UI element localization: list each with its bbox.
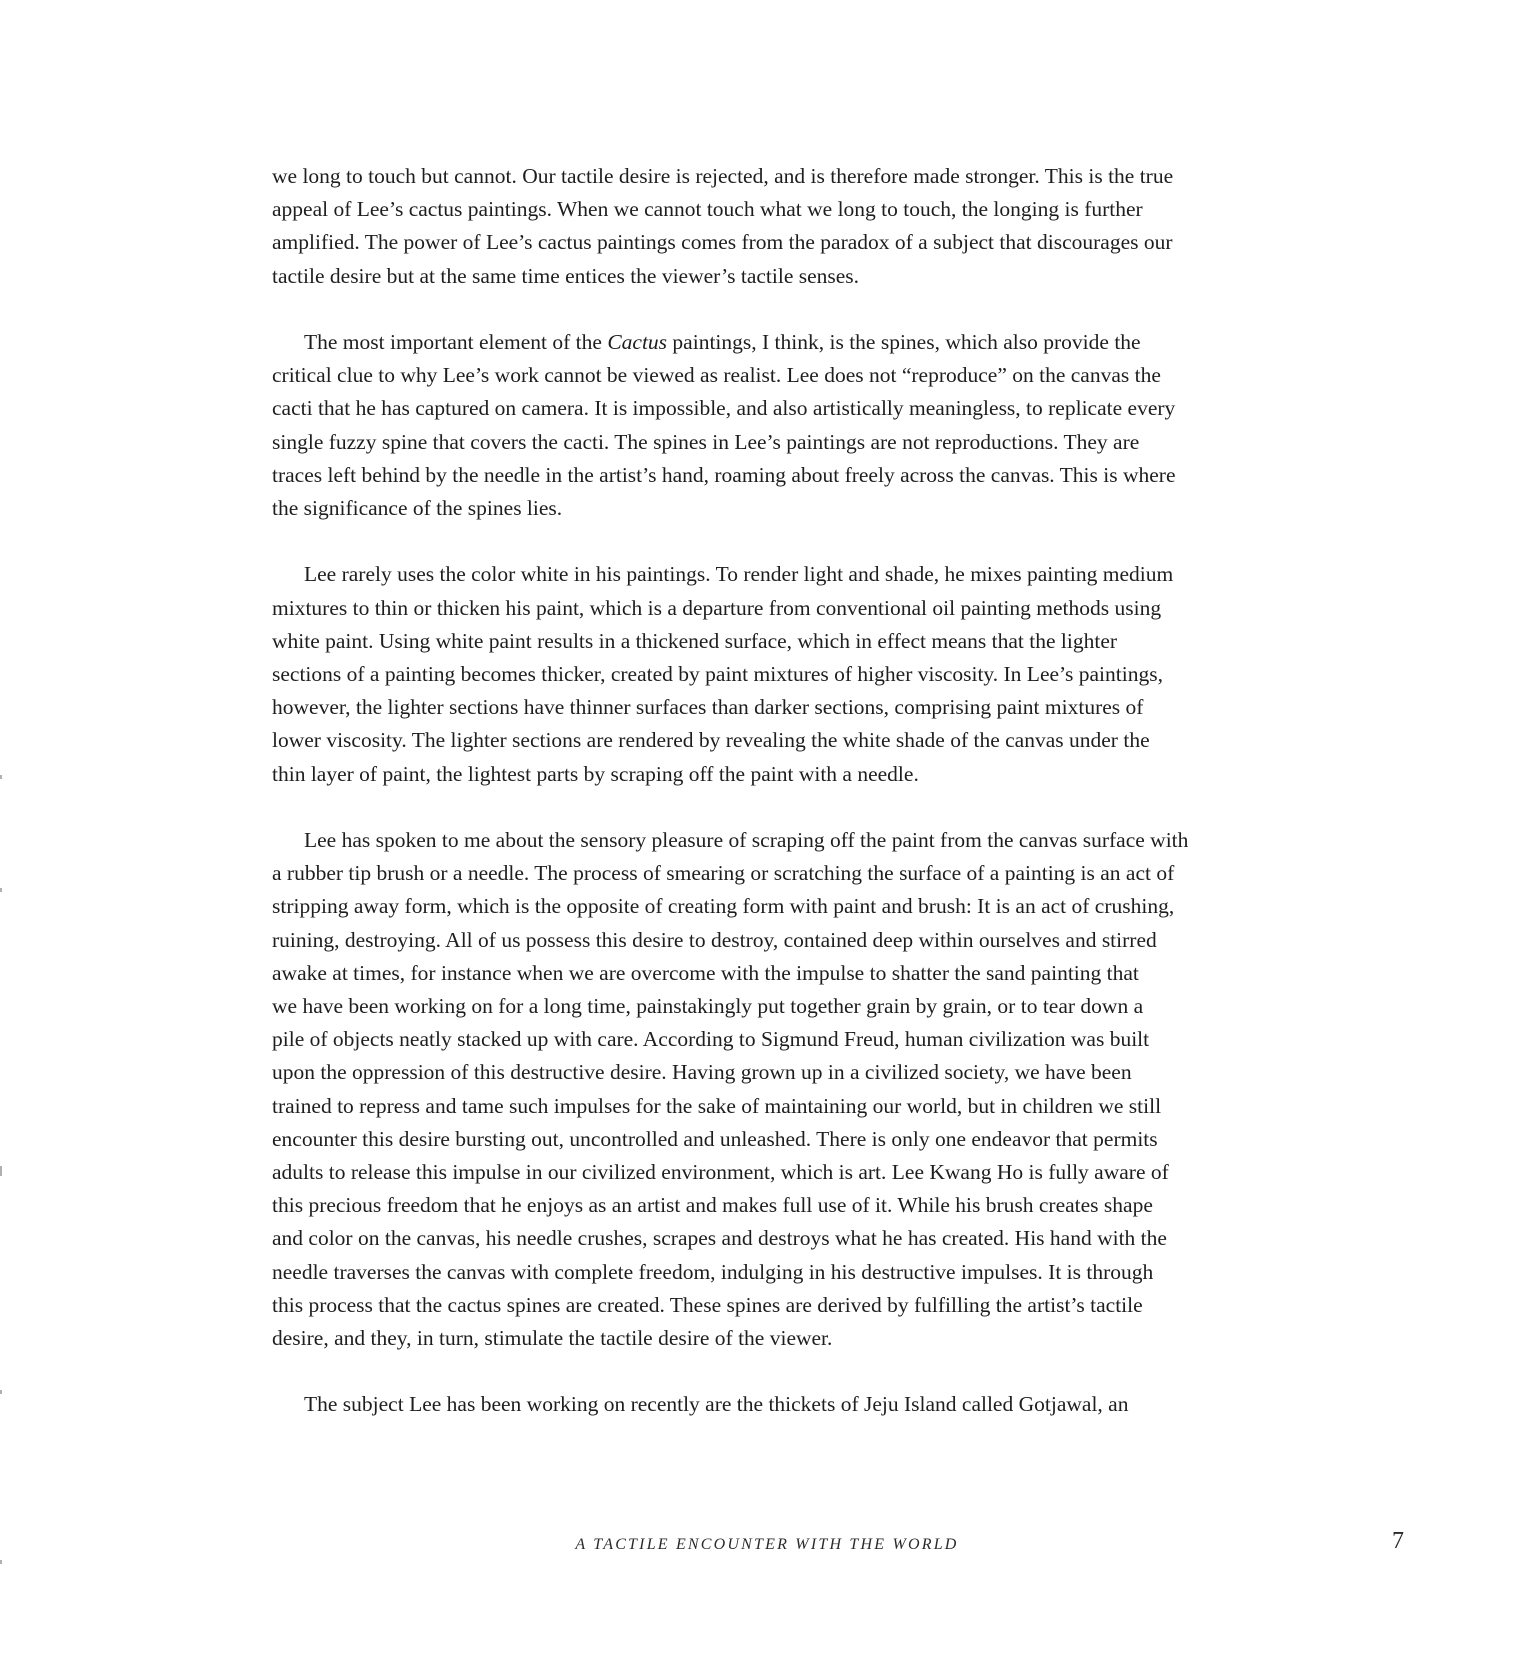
text-line: Lee has spoken to me about the sensory pleasure of scraping off the paint from the canvas surface with (304, 828, 1189, 853)
scan-edge-mark (0, 1390, 2, 1394)
text-line: traces left behind by the needle in the artist’s hand, roaming about freely across the canvas. This is where (272, 462, 1176, 487)
text-line: mixtures to thin or thicken his paint, which is a departure from conventional oil painting methods using (272, 595, 1162, 620)
paragraph-1 (272, 160, 1252, 293)
scan-edge-mark (0, 775, 2, 779)
text-line: we have been working on for a long time, painstakingly put together grain by grain, or to tear down a (272, 994, 1144, 1019)
text-line: critical clue to why Lee’s work cannot be viewed as realist. Lee does not “reproduce” on the canvas the (272, 363, 1161, 388)
text-line: desire, and they, in turn, stimulate the tactile desire of the viewer. (272, 1326, 833, 1351)
text-line: the significance of the spines lies. (272, 496, 563, 521)
text-line: sections of a painting becomes thicker, created by paint mixtures of higher viscosity. In Lee’s paintings, (272, 662, 1163, 687)
paragraph-gap (272, 1355, 1252, 1388)
text-line: stripping away form, which is the opposite of creating form with paint and brush: It is an act of crushing, (272, 894, 1175, 919)
text-line: amplified. The power of Lee’s cactus paintings comes from the paradox of a subject that discourages our (272, 230, 1173, 255)
text-line: however, the lighter sections have thinner surfaces than darker sections, comprising paint mixtures of (272, 695, 1144, 720)
running-footer-title: A TACTILE ENCOUNTER WITH THE WORLD (575, 1536, 959, 1553)
text-line: ruining, destroying. All of us possess this desire to destroy, contained deep within ourselves and stirred (272, 927, 1157, 952)
paragraph-3 (272, 558, 1252, 790)
scan-edge-mark (0, 1166, 2, 1176)
text-line: Lee rarely uses the color white in his paintings. To render light and shade, he mixes painting medium (304, 562, 1174, 587)
text-line (272, 326, 1252, 359)
text-run: The most important element of the (304, 330, 608, 354)
text-line: upon the oppression of this destructive desire. Having grown up in a civilized society, we have been (272, 1060, 1132, 1085)
text-line: cacti that he has captured on camera. It is impossible, and also artistically meaningless, to replicate every (272, 396, 1176, 421)
paragraph-2 (272, 326, 1252, 525)
text-line: thin layer of paint, the lightest parts by scraping off the paint with a needle. (272, 761, 919, 786)
text-line: awake at times, for instance when we are overcome with the impulse to shatter the sand painting that (272, 960, 1139, 985)
text-line: this precious freedom that he enjoys as an artist and makes full use of it. While his brush creates shape (272, 1193, 1153, 1218)
text-line: appeal of Lee’s cactus paintings. When we cannot touch what we long to touch, the longing is further (272, 197, 1143, 222)
text-line: trained to repress and tame such impulses for the sake of maintaining our world, but in children we still (272, 1093, 1162, 1118)
text-line: we long to touch but cannot. Our tactile desire is rejected, and is therefore made stronger. This is the true (272, 164, 1174, 188)
text-line: white paint. Using white paint results in a thickened surface, which in effect means that the lighter (272, 628, 1118, 653)
paragraph-5 (272, 1388, 1252, 1421)
paragraph-gap (272, 293, 1252, 326)
text-line: The subject Lee has been working on recently are the thickets of Jeju Island called Gotjawal, an (304, 1392, 1129, 1417)
page-number: 7 (1392, 1528, 1404, 1554)
text-line: and color on the canvas, his needle crushes, scrapes and destroys what he has created. His hand with the (272, 1226, 1167, 1251)
text-line: adults to release this impulse in our civilized environment, which is art. Lee Kwang Ho is fully aware of (272, 1160, 1169, 1185)
text-line: tactile desire but at the same time entices the viewer’s tactile senses. (272, 263, 860, 288)
scan-edge-mark (0, 888, 2, 892)
text-line: this process that the cactus spines are created. These spines are derived by fulfilling the artist’s tactile (272, 1292, 1143, 1317)
body-text (272, 160, 1252, 1422)
text-line: lower viscosity. The lighter sections are rendered by revealing the white shade of the canvas under the (272, 728, 1150, 753)
text-line: pile of objects neatly stacked up with care. According to Sigmund Freud, human civilization was built (272, 1027, 1150, 1052)
scan-edge-mark (0, 1560, 2, 1564)
text-run: paintings, I think, is the spines, which also provide the (667, 330, 1141, 354)
paragraph-gap (272, 525, 1252, 558)
artwork-title: Cactus (607, 330, 668, 354)
text-line: a rubber tip brush or a needle. The process of smearing or scratching the surface of a painting is an act of (272, 861, 1175, 886)
text-line: encounter this desire bursting out, uncontrolled and unleashed. There is only one endeavor that permits (272, 1126, 1158, 1151)
paragraph-4 (272, 824, 1252, 1355)
text-line: single fuzzy spine that covers the cacti. The spines in Lee’s paintings are not reproductions. They are (272, 429, 1140, 454)
paragraph-gap (272, 791, 1252, 824)
text-line: needle traverses the canvas with complete freedom, indulging in his destructive impulses. It is through (272, 1259, 1154, 1284)
